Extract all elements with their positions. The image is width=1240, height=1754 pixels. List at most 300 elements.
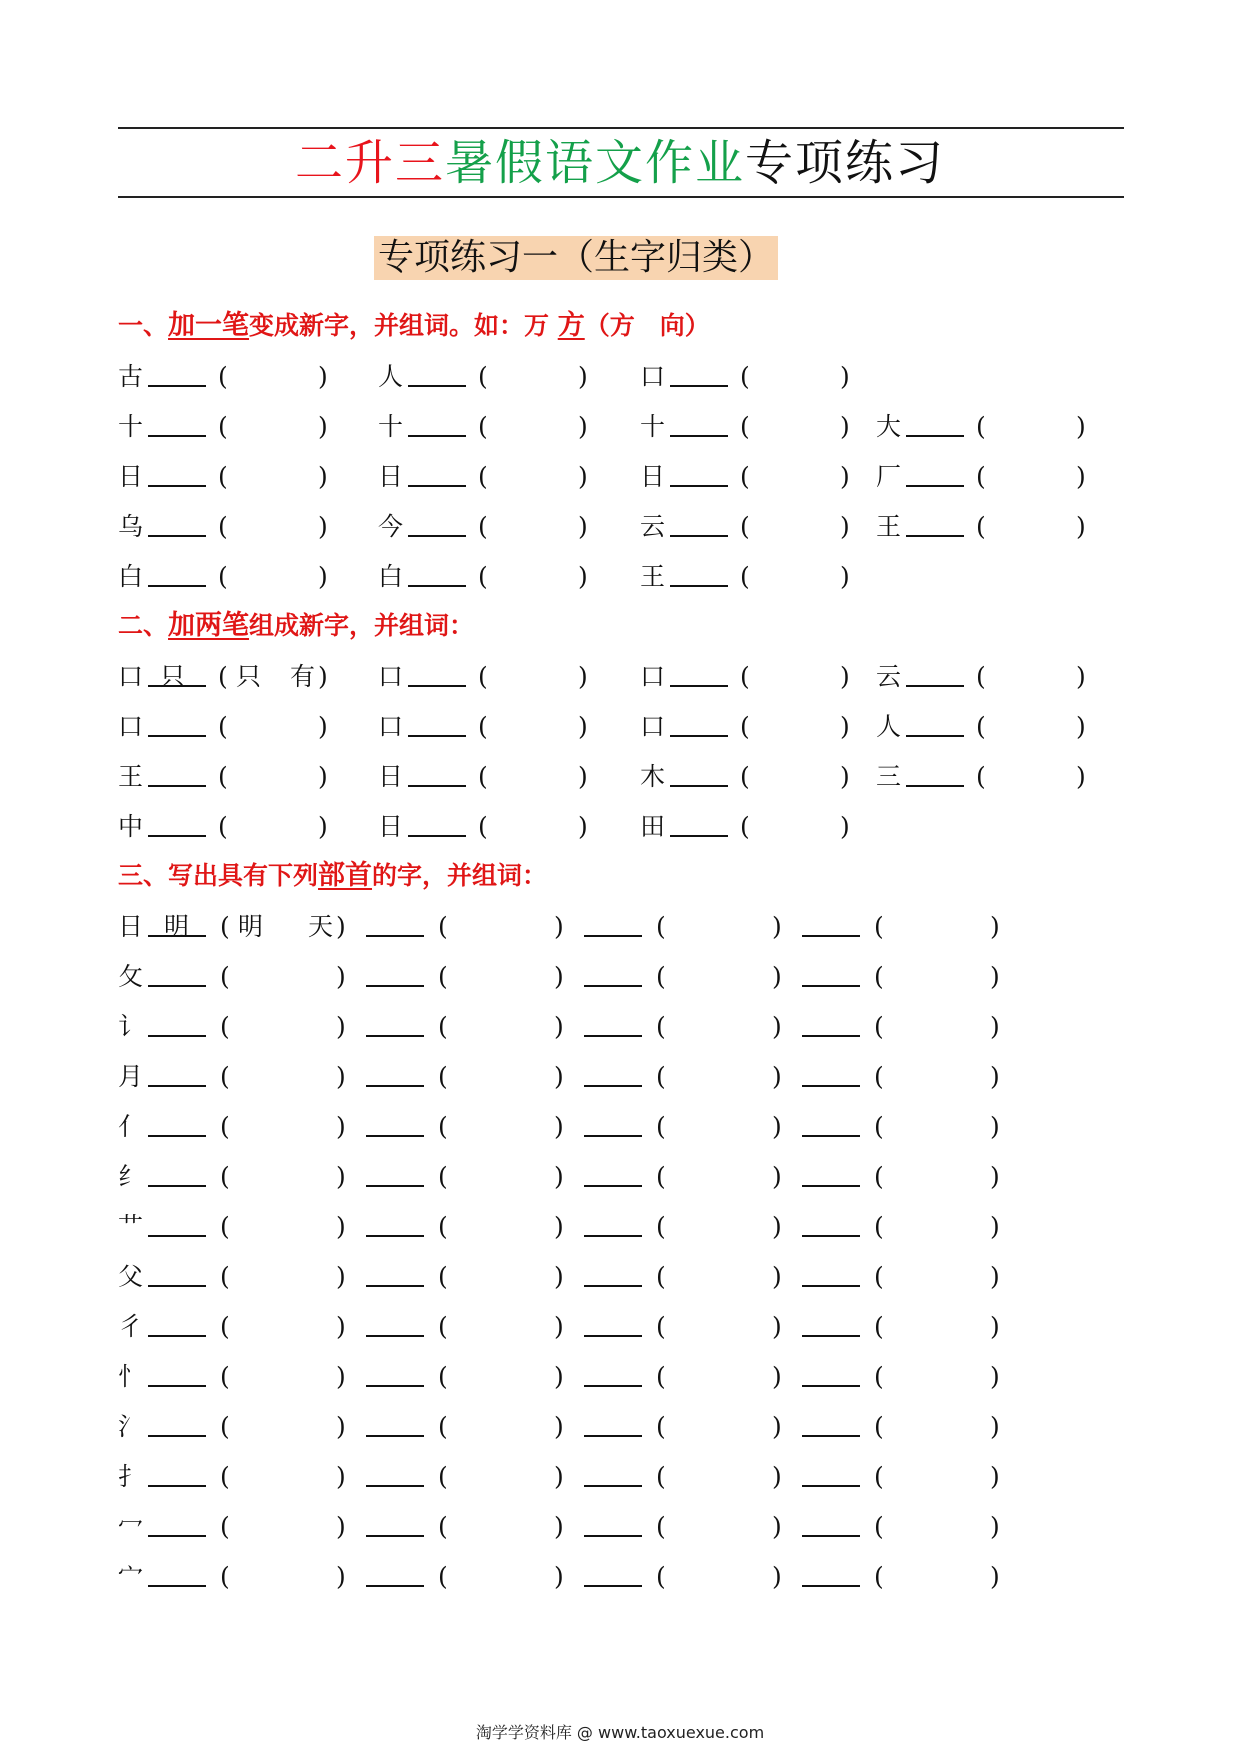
answer-blank[interactable] (802, 1485, 860, 1487)
left-paren: ( (656, 1462, 666, 1491)
word-answer-space[interactable] (894, 1507, 984, 1547)
left-paren: ( (874, 912, 884, 941)
base-character: 十 (118, 412, 144, 441)
answer-blank[interactable] (148, 1085, 206, 1087)
word-answer-space[interactable] (676, 1357, 766, 1397)
right-paren: ) (990, 1112, 1000, 1141)
answer-blank[interactable] (802, 1235, 860, 1237)
word-answer-space[interactable] (988, 407, 1068, 447)
answer-blank[interactable] (584, 1385, 642, 1387)
answer-blank[interactable] (802, 935, 860, 937)
answer-blank[interactable] (148, 1385, 206, 1387)
exercise-row (0, 807, 1240, 847)
answer-blank[interactable] (670, 435, 728, 437)
word-answer-space[interactable] (490, 557, 570, 597)
title-part-subject: 暑假语文作业 (444, 135, 745, 191)
answer-blank[interactable] (584, 985, 642, 987)
answer-blank[interactable] (670, 585, 728, 587)
left-paren: ( (218, 712, 228, 741)
left-paren: ( (218, 812, 228, 841)
answer-blank[interactable] (584, 1235, 642, 1237)
word-answer-space[interactable] (894, 907, 984, 947)
word-answer-space[interactable] (490, 807, 570, 847)
right-paren: ) (554, 1312, 564, 1341)
left-paren: ( (740, 462, 750, 491)
answer-blank[interactable] (148, 585, 206, 587)
answer-blank[interactable] (148, 1235, 206, 1237)
right-paren: ) (336, 1362, 346, 1391)
answer-blank[interactable] (906, 435, 964, 437)
right-paren: ) (990, 962, 1000, 991)
exercise-cell (876, 457, 1126, 497)
base-character: 口 (378, 712, 404, 741)
word-answer-space[interactable] (894, 1557, 984, 1597)
left-paren: ( (438, 1112, 448, 1141)
right-paren: ) (578, 662, 588, 691)
answer-blank[interactable] (366, 1585, 424, 1587)
left-paren: ( (220, 962, 230, 991)
word-answer-space[interactable] (458, 1257, 548, 1297)
left-paren: ( (220, 1062, 230, 1091)
word-answer-space[interactable] (894, 1057, 984, 1097)
answer-blank[interactable] (408, 585, 466, 587)
word-answer-space[interactable] (752, 457, 832, 497)
exercise-cell (118, 557, 368, 597)
word-answer-space[interactable] (894, 1207, 984, 1247)
word-answer-space[interactable] (676, 1107, 766, 1147)
right-paren: ) (578, 812, 588, 841)
answer-blank[interactable] (670, 735, 728, 737)
word-answer-space[interactable] (458, 1057, 548, 1097)
exercise-cell (640, 457, 890, 497)
answer-blank[interactable] (408, 435, 466, 437)
word-answer-space[interactable] (240, 957, 330, 997)
exercise-row (0, 707, 1240, 747)
answer-blank[interactable] (802, 1135, 860, 1137)
answer-blank[interactable] (408, 735, 466, 737)
answer-blank[interactable] (148, 1035, 206, 1037)
right-paren: ) (1076, 512, 1086, 541)
left-paren: ( (220, 1212, 230, 1241)
right-paren: ) (772, 1312, 782, 1341)
answer-blank[interactable] (366, 1085, 424, 1087)
right-paren: ) (554, 1462, 564, 1491)
word-answer-space[interactable] (240, 1507, 330, 1547)
left-paren: ( (478, 712, 488, 741)
right-paren: ) (990, 1462, 1000, 1491)
answer-blank[interactable] (408, 535, 466, 537)
radical: 忄 (118, 1362, 144, 1391)
answer-blank[interactable] (802, 1085, 860, 1087)
left-paren: ( (874, 1062, 884, 1091)
word-answer-space[interactable] (676, 1507, 766, 1547)
left-paren: ( (218, 762, 228, 791)
answer-blank[interactable] (906, 735, 964, 737)
word-answer-space[interactable] (458, 1407, 548, 1447)
exercise-row (0, 507, 1240, 547)
radical-row (0, 1557, 1240, 1597)
answer-blank[interactable] (906, 535, 964, 537)
right-paren: ) (772, 1512, 782, 1541)
word-answer-space[interactable] (490, 757, 570, 797)
left-paren: ( (656, 1562, 666, 1591)
exercise-row (0, 357, 1240, 397)
answer-blank[interactable] (670, 685, 728, 687)
answer-blank[interactable] (584, 1285, 642, 1287)
word-answer-space[interactable] (240, 1107, 330, 1147)
answer-blank[interactable] (148, 1535, 206, 1537)
word-answer-space[interactable] (458, 1557, 548, 1597)
right-paren: ) (318, 712, 328, 741)
word-answer-space[interactable] (752, 557, 832, 597)
answer-blank[interactable] (366, 935, 424, 937)
word-answer-space[interactable] (894, 1457, 984, 1497)
word-answer-space[interactable] (230, 757, 310, 797)
answer-blank[interactable] (584, 1135, 642, 1137)
right-paren: ) (990, 1012, 1000, 1041)
radical: 彳 (118, 1312, 144, 1341)
word-answer-space[interactable] (240, 1307, 330, 1347)
right-paren: ) (840, 662, 850, 691)
left-paren: ( (976, 512, 986, 541)
word-answer-space[interactable] (458, 1457, 548, 1497)
answer-blank[interactable] (148, 1285, 206, 1287)
exercise-cell (378, 457, 628, 497)
answer-blank[interactable] (408, 835, 466, 837)
word-answer-space[interactable] (752, 807, 832, 847)
word-answer-space[interactable] (490, 357, 570, 397)
answer-blank[interactable] (366, 1385, 424, 1387)
word-answer-space[interactable] (676, 1407, 766, 1447)
left-paren: ( (656, 1312, 666, 1341)
right-paren: ) (336, 1062, 346, 1091)
answer-blank[interactable] (584, 1535, 642, 1537)
left-paren: ( (438, 1162, 448, 1191)
answer-blank[interactable] (148, 1135, 206, 1137)
answer-blank[interactable] (584, 1585, 642, 1587)
word-answer-space[interactable] (240, 1557, 330, 1597)
answer-blank[interactable] (148, 535, 206, 537)
answer-blank[interactable] (584, 1035, 642, 1037)
left-paren: ( (740, 662, 750, 691)
word-answer-space[interactable] (458, 1357, 548, 1397)
answer-blank[interactable] (148, 485, 206, 487)
word-answer-space[interactable] (676, 1557, 766, 1597)
section3-prefix: 三、写出具有下列 (118, 861, 319, 890)
exercise-row (0, 457, 1240, 497)
word-answer-space[interactable] (490, 457, 570, 497)
answer-blank[interactable] (584, 1185, 642, 1187)
base-character: 古 (118, 362, 144, 391)
answer-blank[interactable] (670, 535, 728, 537)
answer-blank[interactable] (670, 785, 728, 787)
left-paren: ( (656, 1362, 666, 1391)
answer-blank[interactable] (802, 1035, 860, 1037)
word-answer-space[interactable] (676, 1257, 766, 1297)
word-answer-space[interactable] (894, 1007, 984, 1047)
base-character: 日 (378, 812, 404, 841)
base-character: 人 (876, 712, 902, 741)
word-answer-space[interactable] (458, 1307, 548, 1347)
base-character: 口 (118, 662, 144, 691)
answer-blank[interactable] (148, 1435, 206, 1437)
answer-blank[interactable] (670, 485, 728, 487)
left-paren: ( (220, 1462, 230, 1491)
left-paren: ( (218, 412, 228, 441)
word-answer-space[interactable] (676, 1157, 766, 1197)
base-character: 白 (378, 562, 404, 591)
right-paren: ) (990, 1212, 1000, 1241)
word-answer-space[interactable] (676, 907, 766, 947)
word-answer-space[interactable] (752, 707, 832, 747)
radical-row (0, 1507, 1240, 1547)
right-paren: ) (1076, 762, 1086, 791)
exercise-cell (640, 557, 890, 597)
radical-row (0, 1357, 1240, 1397)
answer-blank[interactable] (802, 1435, 860, 1437)
answer-blank[interactable] (366, 1285, 424, 1287)
answer-blank[interactable] (670, 385, 728, 387)
exercise-cell (118, 357, 368, 397)
word-answer-space[interactable] (240, 1157, 330, 1197)
left-paren: ( (478, 562, 488, 591)
word-answer-space[interactable] (490, 507, 570, 547)
word-answer-space[interactable] (676, 1207, 766, 1247)
word-answer-space[interactable] (490, 657, 570, 697)
right-paren: ) (336, 1562, 346, 1591)
word-answer-space[interactable] (676, 1057, 766, 1097)
left-paren: ( (656, 962, 666, 991)
answer-blank[interactable] (148, 1585, 206, 1587)
right-paren: ) (318, 462, 328, 491)
answer-blank[interactable] (148, 785, 206, 787)
word-answer-space[interactable] (230, 357, 310, 397)
word-answer-space[interactable] (894, 957, 984, 997)
word-answer-space[interactable] (240, 1407, 330, 1447)
base-character: 白 (118, 562, 144, 591)
radical: 宀 (118, 1562, 144, 1591)
word-answer-space[interactable] (240, 1457, 330, 1497)
word-answer-space[interactable] (230, 707, 310, 747)
answer-blank[interactable] (584, 1435, 642, 1437)
answer-blank[interactable] (366, 1485, 424, 1487)
right-paren: ) (990, 1312, 1000, 1341)
word-answer-space[interactable] (988, 507, 1068, 547)
base-character: 田 (640, 812, 666, 841)
word-answer-space[interactable] (752, 507, 832, 547)
word-answer-space[interactable] (894, 1257, 984, 1297)
word-answer-space[interactable] (988, 757, 1068, 797)
left-paren: ( (438, 962, 448, 991)
answer-blank[interactable] (366, 1135, 424, 1137)
word-answer-space[interactable] (894, 1407, 984, 1447)
answer-blank[interactable] (148, 835, 206, 837)
left-paren: ( (220, 1412, 230, 1441)
word-answer-space[interactable] (894, 1307, 984, 1347)
right-paren: ) (1076, 662, 1086, 691)
right-paren: ) (318, 512, 328, 541)
answer-blank[interactable] (148, 435, 206, 437)
answer-blank[interactable] (584, 1335, 642, 1337)
right-paren: ) (772, 1012, 782, 1041)
radical-row (0, 1157, 1240, 1197)
answer-blank[interactable] (906, 485, 964, 487)
left-paren: ( (220, 1262, 230, 1291)
right-paren: ) (336, 1212, 346, 1241)
answer-blank[interactable] (802, 1585, 860, 1587)
answer-blank[interactable] (148, 1485, 206, 1487)
radical-row (0, 1257, 1240, 1297)
right-paren: ) (336, 1162, 346, 1191)
word-answer-space[interactable] (676, 1007, 766, 1047)
answer-blank[interactable] (802, 1385, 860, 1387)
answer-blank[interactable] (802, 1535, 860, 1537)
left-paren: ( (438, 1212, 448, 1241)
answer-blank[interactable] (408, 485, 466, 487)
answer-blank[interactable] (584, 1085, 642, 1087)
exercise-cell (378, 757, 628, 797)
left-paren: ( (220, 1312, 230, 1341)
right-paren: ) (840, 762, 850, 791)
word-answer-space[interactable] (240, 1207, 330, 1247)
word-answer-space[interactable] (676, 957, 766, 997)
exercise-cell (118, 757, 368, 797)
answer-blank[interactable] (366, 1535, 424, 1537)
base-character: 中 (118, 812, 144, 841)
radical-row (0, 1407, 1240, 1447)
right-paren: ) (772, 912, 782, 941)
right-paren: ) (578, 762, 588, 791)
word-answer-space[interactable] (240, 1257, 330, 1297)
radical-row (0, 1007, 1240, 1047)
base-character: 日 (378, 762, 404, 791)
answer-blank[interactable] (366, 1035, 424, 1037)
word-answer-space[interactable] (988, 457, 1068, 497)
left-paren: ( (656, 1162, 666, 1191)
exercise-row (0, 407, 1240, 447)
example-word-1: 只 (236, 662, 262, 691)
word-answer-space[interactable] (458, 1207, 548, 1247)
word-answer-space[interactable] (240, 1357, 330, 1397)
word-answer-space[interactable] (490, 407, 570, 447)
word-answer-space[interactable] (230, 507, 310, 547)
radical-row (0, 1057, 1240, 1097)
right-paren: ) (554, 1262, 564, 1291)
answer-blank[interactable] (408, 685, 466, 687)
answer-blank[interactable] (802, 1185, 860, 1187)
answer-blank[interactable] (366, 1185, 424, 1187)
base-character: 十 (378, 412, 404, 441)
word-answer-space[interactable] (458, 1107, 548, 1147)
section1-heading (118, 309, 710, 343)
answer-blank[interactable] (802, 1285, 860, 1287)
answer-blank[interactable] (802, 1335, 860, 1337)
word-answer-space[interactable] (458, 907, 548, 947)
answer-blank[interactable] (148, 385, 206, 387)
word-answer-space[interactable] (458, 957, 548, 997)
exercise-cell (378, 707, 628, 747)
answer-blank[interactable] (148, 1335, 206, 1337)
word-answer-space[interactable] (676, 1457, 766, 1497)
answer-blank[interactable] (148, 735, 206, 737)
word-answer-space[interactable] (752, 757, 832, 797)
answer-blank[interactable] (906, 785, 964, 787)
left-paren: ( (438, 1512, 448, 1541)
word-answer-space[interactable] (988, 657, 1068, 697)
word-answer-space[interactable] (458, 1157, 548, 1197)
exercise-cell (640, 407, 890, 447)
title-part-practice: 专项练习 (745, 135, 946, 191)
word-answer-space[interactable] (230, 457, 310, 497)
exercise-cell (640, 807, 890, 847)
right-paren: ) (578, 462, 588, 491)
right-paren: ) (772, 1112, 782, 1141)
footer-watermark: 淘学学资料库 @ www.taoxuexue.com (475, 1723, 765, 1742)
base-character: 云 (640, 512, 666, 541)
word-answer-space[interactable] (988, 707, 1068, 747)
word-answer-space[interactable] (230, 807, 310, 847)
answer-blank[interactable] (148, 1185, 206, 1187)
answer-blank[interactable] (366, 985, 424, 987)
answer-blank[interactable] (584, 935, 642, 937)
exercise-cell (640, 757, 890, 797)
word-answer-space[interactable] (458, 1507, 548, 1547)
word-answer-space[interactable] (230, 407, 310, 447)
left-paren: ( (874, 1112, 884, 1141)
word-answer-space[interactable] (752, 357, 832, 397)
example-answer: 明 (164, 912, 190, 941)
exercise-cell (378, 657, 628, 697)
left-paren: ( (874, 1262, 884, 1291)
left-paren: ( (218, 562, 228, 591)
right-paren: ) (840, 712, 850, 741)
word-answer-space[interactable] (240, 1007, 330, 1047)
left-paren: ( (874, 1362, 884, 1391)
exercise-row (0, 557, 1240, 597)
answer-blank[interactable] (366, 1435, 424, 1437)
word-answer-space[interactable] (894, 1357, 984, 1397)
answer-blank[interactable] (366, 1235, 424, 1237)
radical: 父 (118, 1262, 144, 1291)
word-answer-space[interactable] (490, 707, 570, 747)
answer-blank[interactable] (408, 385, 466, 387)
exercise-cell (876, 657, 1126, 697)
word-answer-space[interactable] (894, 1107, 984, 1147)
word-answer-space[interactable] (676, 1307, 766, 1347)
word-answer-space[interactable] (240, 1057, 330, 1097)
answer-blank[interactable] (148, 985, 206, 987)
word-answer-space[interactable] (752, 657, 832, 697)
right-paren: ) (990, 912, 1000, 941)
answer-blank[interactable] (906, 685, 964, 687)
left-paren: ( (740, 412, 750, 441)
answer-blank[interactable] (584, 1485, 642, 1487)
radical: 日 (118, 912, 144, 941)
word-answer-space[interactable] (230, 557, 310, 597)
radical: 艹 (118, 1212, 144, 1241)
base-character: 王 (118, 762, 144, 791)
right-paren: ) (840, 462, 850, 491)
left-paren: ( (478, 362, 488, 391)
answer-blank[interactable] (802, 985, 860, 987)
answer-blank[interactable] (670, 835, 728, 837)
answer-blank[interactable] (408, 785, 466, 787)
answer-blank[interactable] (366, 1335, 424, 1337)
word-answer-space[interactable] (894, 1157, 984, 1197)
right-paren: ) (578, 712, 588, 741)
word-answer-space[interactable] (458, 1007, 548, 1047)
word-answer-space[interactable] (752, 407, 832, 447)
